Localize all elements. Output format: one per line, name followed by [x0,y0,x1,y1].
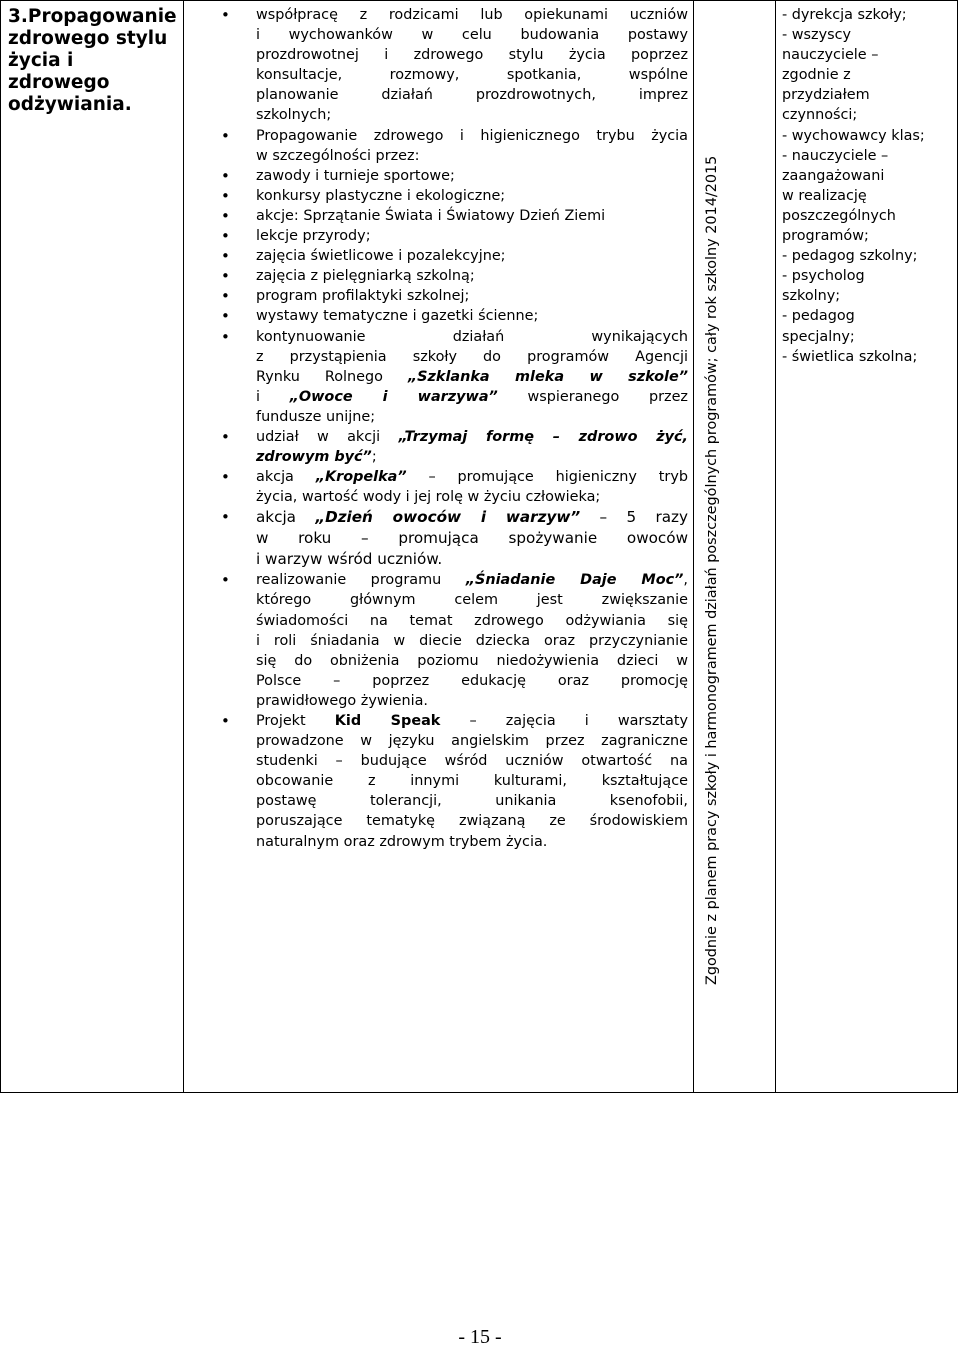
text-line: studenki – budujące wśród uczniów otwartość na [256,753,688,770]
list-item [218,507,688,570]
text-line: • wystawy tematyczne i gazetki ścienne; [256,308,539,325]
text-line: • Propagowanie zdrowego i higienicznego trybu życia [256,127,688,144]
emphasized-text: „Owoce i warzywa” [289,388,498,405]
text-line: i warzyw wśród uczniów. [256,550,443,569]
list-item [218,327,688,427]
text-line: poruszające tematykę związaną ze środowiskiem [256,813,688,830]
responsible-line: zaangażowani [782,167,885,184]
page-number: - 15 - [458,1326,502,1348]
column-divider [775,1,776,1092]
text-line: • program profilaktyki szkolnej; [256,288,470,305]
responsible-line: programów; [782,228,869,245]
text-line: postawę tolerancji, unikania ksenofobii, [256,793,688,810]
responsible-line: nauczyciele – [782,47,879,64]
emphasized-text: Kid Speak [334,713,441,729]
text-line: • udział w akcji „Trzymaj formę – zdrowo żyć, [256,428,688,445]
text-line: w szczególności przez: [256,147,420,164]
responsible-line: - świetlica szkolna; [782,348,918,365]
text-line: Rynku Rolnego „Szklanka mleka w szkole” [256,368,688,385]
text-line: prozdrowotnej i zdrowego stylu życia poprzez [256,47,688,64]
text-line: • konkursy plastyczne i ekologiczne; [256,187,506,204]
list-item [218,126,688,166]
section-title-line: odżywiania. [8,94,132,115]
text-line: szkolnych; [256,107,332,124]
text-line: w roku – promująca spożywanie owoców [256,529,688,548]
responsible-line: - wszyscy [782,27,852,44]
section-title-line: zdrowego stylu [8,28,168,49]
section-title-line: zdrowego [8,72,110,93]
text-line: zdrowym być”; [256,449,377,466]
text-line: • Projekt Kid Speak – zajęcia i warsztaty [256,713,688,729]
text-line: prawidłowego żywienia. [256,692,429,709]
responsible-line: - pedagog szkolny; [782,248,918,265]
list-item [218,467,688,507]
text-line: którego głównym celem jest zwiększanie [256,592,688,609]
responsible-line: - wychowawcy klas; [782,127,925,144]
text-line: planowanie działań prozdrowotnych, imprez [256,87,688,104]
list-item [218,286,688,306]
responsible-line: - psycholog [782,268,865,285]
text-line: życia, wartość wody i jej rolę w życiu człowieka; [256,489,601,506]
responsible-line: zgodnie z [782,67,851,84]
emphasized-text: „Trzymaj formę – zdrowo żyć, [398,428,688,445]
activities-list [218,5,688,852]
text-line: • współpracę z rodzicami lub opiekunami uczniów [256,7,688,23]
list-item [218,266,688,286]
responsible-line: w realizację [782,187,867,204]
column-divider [693,1,694,1092]
text-line: • akcja „Kropelka” – promujące higieniczny tryb [256,469,688,486]
list-item [218,306,688,326]
section-title [8,6,178,116]
list-item [218,166,688,186]
term-text: Zgodnie z planem pracy szkoły i harmonogramem działań poszczególnych programów; cały rok szkolny 2014/2015 [704,155,720,985]
text-line: i wychowanków w celu budowania postawy [256,27,688,44]
responsible-line: przydziałem [782,87,870,104]
list-item [218,186,688,206]
text-line: • lekcje przyrody; [256,228,371,245]
text-line: świadomości na temat zdrowego odżywiania się [256,612,688,629]
list-item [218,226,688,246]
responsible-line: - dyrekcja szkoły; [782,7,907,23]
text-line: i „Owoce i warzywa” wspieranego przez [256,388,688,405]
text-line: • zajęcia świetlicowe i pozalekcyjne; [256,248,506,265]
responsible-line: szkolny; [782,288,841,305]
list-item [218,246,688,266]
text-line: fundusze unijne; [256,408,376,425]
text-line: Polsce – poprzez edukację oraz promocję [256,672,688,689]
list-item [218,206,688,226]
text-line: i roli śniadania w diecie dziecka oraz przyczynianie [256,632,688,649]
text-line: • realizowanie programu „Śniadanie Daje Moc”, [256,572,688,589]
responsible-line: poszczególnych [782,207,896,224]
text-line: konsultacje, rozmowy, spotkania, wspólne [256,67,688,84]
responsible-line: czynności; [782,107,858,124]
responsible-line: - pedagog [782,308,855,325]
text-line: naturalnym oraz zdrowym trybem życia. [256,833,548,850]
responsible-line: - nauczyciele – [782,147,889,164]
section-title-line: 3.Propagowanie [8,6,177,27]
text-line: • zawody i turnieje sportowe; [256,167,455,184]
section-title-line: życia i [8,50,74,71]
list-item [218,711,688,852]
list-item [218,5,688,126]
emphasized-text: „Kropelka” [315,469,407,486]
list-item [218,427,688,467]
text-line: • zajęcia z pielęgniarką szkolną; [256,268,475,285]
emphasized-text: „Dzień owoców i warzyw” [315,508,581,527]
text-line: obcowanie z innymi kulturami, kształtujące [256,773,688,790]
text-line: • akcje: Sprzątanie Świata i Światowy Dzień Ziemi [256,207,606,224]
text-line: • kontynuowanie działań wynikających [256,328,688,345]
emphasized-text: „Szklanka mleka w szkole” [407,368,688,385]
text-line: się do obniżenia poziomu niedożywienia dzieci w [256,652,688,669]
text-line: prowadzone w języku angielskim przez zagraniczne [256,733,688,750]
column-divider [183,1,184,1092]
text-line: z przystąpienia szkoły do programów Agencji [256,348,688,365]
text-line: • akcja „Dzień owoców i warzyw” – 5 razy [256,508,688,527]
emphasized-text: zdrowym być” [256,449,372,466]
responsible-line: specjalny; [782,328,855,345]
list-item [218,570,688,711]
responsible-list [782,5,954,367]
emphasized-text: „Śniadanie Daje Moc” [465,572,684,589]
